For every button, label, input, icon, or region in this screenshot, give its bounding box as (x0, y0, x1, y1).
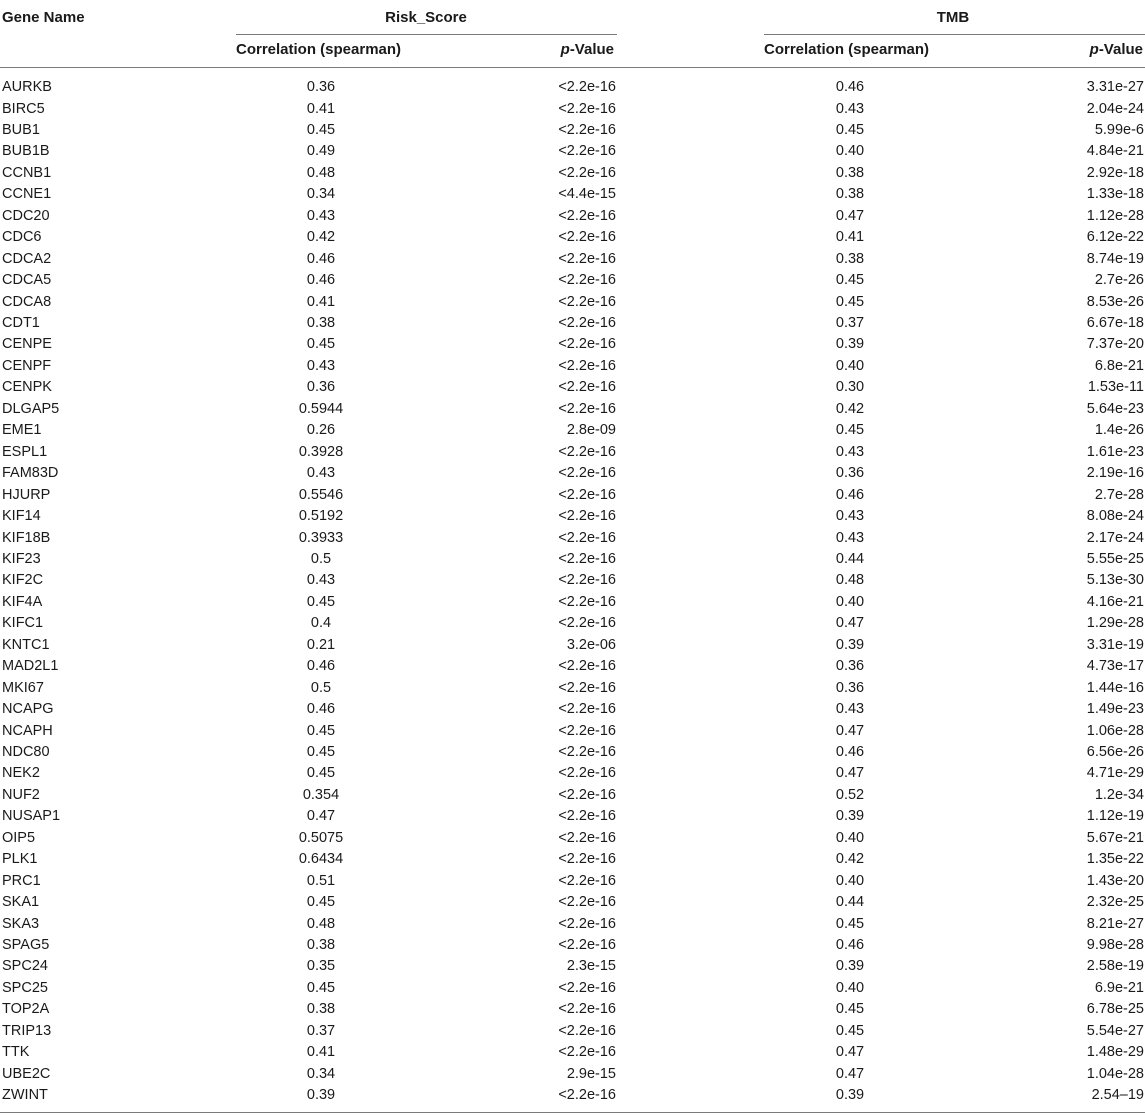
cell-corr-tmb: 0.45 (835, 1022, 865, 1039)
cell-pvalue-risk: <2.2e-16 (558, 121, 616, 138)
cell-corr-risk: 0.5192 (298, 508, 344, 524)
cell-pvalue-tmb: 1.49e-23 (1086, 701, 1144, 717)
cell-gene: NCAPG (2, 701, 54, 717)
header-correlation-2: Correlation (spearman) (764, 41, 930, 58)
cell-gene: KIFC1 (2, 615, 44, 632)
cell-corr-tmb: 0.36 (835, 679, 865, 696)
cell-corr-tmb: 0.52 (835, 786, 865, 803)
cell-corr-tmb: 0.40 (835, 143, 865, 160)
cell-pvalue-risk: <2.2e-16 (558, 765, 616, 782)
cell-corr-risk: 0.45 (306, 894, 336, 911)
cell-corr-tmb: 0.47 (835, 1044, 865, 1061)
cell-corr-risk: 0.21 (306, 636, 336, 653)
cell-pvalue-risk: <2.2e-16 (558, 1044, 616, 1061)
cell-gene: CDC20 (2, 207, 50, 224)
cell-corr-tmb: 0.40 (835, 872, 865, 889)
cell-corr-tmb: 0.47 (835, 615, 865, 632)
cell-pvalue-risk: <2.2e-16 (558, 250, 616, 267)
cell-pvalue-tmb: 6.9e-21 (1094, 979, 1144, 996)
cell-corr-tmb: 0.45 (835, 915, 865, 932)
cell-gene: AURKB (2, 79, 52, 95)
cell-pvalue-tmb: 2.04e-24 (1086, 100, 1144, 117)
cell-pvalue-tmb: 2.54–19 (1091, 1087, 1144, 1104)
cell-pvalue-risk: <2.2e-16 (558, 937, 616, 953)
cell-pvalue-tmb: 6.56e-26 (1086, 743, 1144, 760)
cell-gene: NEK2 (2, 765, 40, 782)
cell-pvalue-tmb: 1.48e-29 (1086, 1044, 1144, 1061)
cell-pvalue-tmb: 1.61e-23 (1086, 443, 1144, 460)
cell-pvalue-tmb: 2.19e-16 (1086, 465, 1144, 482)
cell-corr-risk: 0.46 (306, 272, 336, 288)
cell-pvalue-tmb: 5.64e-23 (1086, 400, 1144, 417)
cell-corr-tmb: 0.47 (835, 765, 865, 782)
cell-pvalue-risk: <2.2e-16 (558, 143, 616, 160)
cell-gene: SPC24 (2, 958, 48, 975)
cell-pvalue-risk: <2.2e-16 (558, 572, 616, 589)
cell-corr-tmb: 0.41 (835, 229, 865, 246)
cell-corr-tmb: 0.39 (835, 958, 865, 975)
cell-gene: KIF4A (2, 593, 43, 610)
cell-pvalue-tmb: 1.04e-28 (1086, 1065, 1144, 1082)
cell-gene: HJURP (2, 486, 51, 503)
cell-corr-risk: 0.38 (306, 937, 336, 953)
cell-pvalue-risk: <2.2e-16 (558, 207, 616, 224)
cell-corr-risk: 0.45 (306, 593, 336, 610)
cell-corr-tmb: 0.40 (835, 829, 865, 846)
cell-gene: KIF18B (2, 529, 51, 546)
cell-corr-risk: 0.46 (306, 658, 336, 675)
cell-corr-risk: 0.45 (306, 336, 336, 353)
cell-corr-tmb: 0.38 (835, 164, 865, 181)
cell-corr-risk: 0.45 (306, 979, 336, 996)
cell-pvalue-risk: <2.2e-16 (558, 851, 616, 868)
cell-pvalue-tmb: 3.31e-27 (1086, 79, 1144, 95)
cell-gene: PRC1 (2, 872, 41, 889)
cell-pvalue-risk: <2.2e-16 (558, 1022, 616, 1039)
cell-pvalue-tmb: 2.92e-18 (1086, 164, 1144, 181)
cell-pvalue-tmb: 2.58e-19 (1086, 958, 1144, 975)
header-bottom-rule (0, 67, 1145, 68)
cell-corr-tmb: 0.47 (835, 722, 865, 739)
cell-pvalue-tmb: 8.74e-19 (1086, 250, 1144, 267)
cell-corr-risk: 0.34 (306, 186, 336, 203)
cell-pvalue-tmb: 1.12e-28 (1086, 207, 1144, 224)
cell-gene: MAD2L1 (2, 658, 59, 675)
cell-pvalue-tmb: 1.12e-19 (1086, 808, 1144, 825)
cell-corr-tmb: 0.44 (835, 894, 865, 911)
cell-gene: NCAPH (2, 722, 53, 739)
header-risk-score: Risk_Score (385, 9, 467, 26)
cell-corr-tmb: 0.36 (835, 658, 865, 675)
cell-pvalue-risk: <2.2e-16 (558, 1087, 616, 1104)
cell-gene: CDCA5 (2, 272, 52, 288)
cell-pvalue-risk: <2.2e-16 (558, 486, 616, 503)
cell-pvalue-risk: <2.2e-16 (558, 400, 616, 417)
group-rule-tmb (764, 34, 1145, 35)
cell-pvalue-tmb: 1.44e-16 (1086, 679, 1144, 696)
cell-corr-risk: 0.45 (306, 722, 336, 739)
cell-corr-risk: 0.5 (310, 550, 332, 567)
cell-corr-risk: 0.49 (306, 143, 336, 160)
cell-gene: OIP5 (2, 829, 36, 846)
cell-corr-tmb: 0.43 (835, 701, 865, 717)
header-correlation-1: Correlation (spearman) (236, 41, 402, 58)
cell-pvalue-risk: <2.2e-16 (558, 593, 616, 610)
cell-pvalue-risk: <2.2e-16 (558, 615, 616, 632)
cell-pvalue-tmb: 4.16e-21 (1086, 593, 1144, 610)
header-pvalue-2 (1090, 41, 1143, 58)
cell-corr-risk: 0.37 (306, 1022, 336, 1039)
cell-corr-tmb: 0.39 (835, 1087, 865, 1104)
cell-pvalue-tmb: 4.71e-29 (1086, 765, 1144, 782)
table-bottom-rule (0, 1112, 1145, 1113)
cell-pvalue-risk: <2.2e-16 (558, 465, 616, 482)
cell-pvalue-tmb: 2.7e-26 (1094, 272, 1144, 288)
cell-gene: BUB1 (2, 121, 40, 138)
cell-pvalue-risk: <2.2e-16 (558, 658, 616, 675)
cell-corr-tmb: 0.40 (835, 593, 865, 610)
cell-pvalue-risk: <2.2e-16 (558, 550, 616, 567)
cell-gene: ZWINT (2, 1087, 48, 1104)
cell-corr-risk: 0.43 (306, 207, 336, 224)
cell-pvalue-tmb: 5.54e-27 (1086, 1022, 1144, 1039)
cell-corr-risk: 0.45 (306, 121, 336, 138)
cell-pvalue-tmb: 1.43e-20 (1086, 872, 1144, 889)
cell-pvalue-tmb: 5.55e-25 (1086, 550, 1144, 567)
cell-gene: SPAG5 (2, 937, 50, 953)
cell-pvalue-risk: <2.2e-16 (558, 915, 616, 932)
p-suffix: -Value (569, 41, 614, 58)
cell-pvalue-tmb: 5.99e-6 (1094, 121, 1144, 138)
cell-gene: KIF23 (2, 550, 41, 567)
cell-pvalue-risk: <2.2e-16 (558, 722, 616, 739)
cell-corr-tmb: 0.44 (835, 550, 865, 567)
cell-corr-risk: 0.5944 (298, 400, 344, 417)
cell-pvalue-risk: <2.2e-16 (558, 357, 616, 374)
cell-corr-tmb: 0.47 (835, 1065, 865, 1082)
cell-pvalue-tmb: 1.2e-34 (1094, 786, 1144, 803)
p-italic: p (1089, 41, 1099, 58)
cell-gene: SKA3 (2, 915, 40, 932)
cell-pvalue-risk: <2.2e-16 (558, 701, 616, 717)
cell-corr-risk: 0.5 (310, 679, 332, 696)
cell-pvalue-risk: <2.2e-16 (558, 829, 616, 846)
cell-pvalue-tmb: 5.67e-21 (1086, 829, 1144, 846)
cell-corr-tmb: 0.42 (835, 400, 865, 417)
cell-corr-tmb: 0.40 (835, 357, 865, 374)
cell-pvalue-risk: <2.2e-16 (558, 894, 616, 911)
cell-corr-risk: 0.26 (306, 422, 336, 439)
cell-gene: BUB1B (2, 143, 50, 160)
cell-pvalue-tmb: 2.32e-25 (1086, 894, 1144, 911)
cell-corr-tmb: 0.48 (835, 572, 865, 589)
cell-pvalue-tmb: 1.4e-26 (1094, 422, 1144, 439)
cell-corr-risk: 0.5546 (298, 486, 344, 503)
cell-pvalue-tmb: 2.7e-28 (1094, 486, 1144, 503)
cell-corr-risk: 0.45 (306, 743, 336, 760)
cell-gene: NUSAP1 (2, 808, 61, 825)
cell-pvalue-risk: <2.2e-16 (558, 1001, 616, 1018)
cell-corr-risk: 0.5075 (298, 829, 344, 846)
cell-corr-tmb: 0.47 (835, 207, 865, 224)
cell-corr-risk: 0.39 (306, 1087, 336, 1104)
cell-pvalue-risk: <2.2e-16 (558, 679, 616, 696)
cell-pvalue-risk: <2.2e-16 (558, 529, 616, 546)
cell-gene: TTK (2, 1044, 30, 1061)
cell-pvalue-tmb: 6.12e-22 (1086, 229, 1144, 246)
cell-corr-tmb: 0.38 (835, 186, 865, 203)
cell-gene: BIRC5 (2, 100, 45, 117)
cell-gene: TRIP13 (2, 1022, 52, 1039)
cell-pvalue-tmb: 7.37e-20 (1086, 336, 1144, 353)
cell-pvalue-risk: <4.4e-15 (558, 186, 616, 203)
cell-gene: CDT1 (2, 314, 40, 331)
cell-gene: CENPK (2, 379, 52, 396)
cell-corr-risk: 0.41 (306, 1044, 336, 1061)
cell-corr-risk: 0.36 (306, 379, 336, 396)
cell-gene: CENPE (2, 336, 52, 353)
cell-corr-risk: 0.45 (306, 765, 336, 782)
cell-corr-tmb: 0.37 (835, 314, 865, 331)
cell-corr-risk: 0.35 (306, 958, 336, 975)
cell-corr-tmb: 0.46 (835, 486, 865, 503)
cell-corr-risk: 0.354 (302, 786, 340, 803)
cell-pvalue-risk: <2.2e-16 (558, 229, 616, 246)
header-gene-name: Gene Name (2, 9, 85, 26)
cell-corr-risk: 0.6434 (298, 851, 344, 868)
cell-pvalue-risk: <2.2e-16 (558, 79, 616, 95)
cell-corr-tmb: 0.39 (835, 808, 865, 825)
cell-pvalue-tmb: 9.98e-28 (1086, 937, 1144, 953)
cell-gene: SKA1 (2, 894, 40, 911)
cell-pvalue-tmb: 2.17e-24 (1086, 529, 1144, 546)
cell-corr-tmb: 0.38 (835, 250, 865, 267)
cell-gene: CDCA2 (2, 250, 52, 267)
cell-pvalue-risk: <2.2e-16 (558, 164, 616, 181)
cell-gene: ESPL1 (2, 443, 48, 460)
cell-pvalue-tmb: 1.29e-28 (1086, 615, 1144, 632)
cell-corr-tmb: 0.45 (835, 1001, 865, 1018)
cell-corr-risk: 0.48 (306, 164, 336, 181)
cell-pvalue-risk: <2.2e-16 (558, 443, 616, 460)
cell-pvalue-tmb: 5.13e-30 (1086, 572, 1144, 589)
cell-corr-risk: 0.3933 (298, 529, 344, 546)
cell-gene: KNTC1 (2, 636, 50, 653)
cell-pvalue-tmb: 4.73e-17 (1086, 658, 1144, 675)
cell-pvalue-tmb: 1.33e-18 (1086, 186, 1144, 203)
cell-pvalue-risk: <2.2e-16 (558, 336, 616, 353)
cell-corr-risk: 0.42 (306, 229, 336, 246)
cell-pvalue-risk: <2.2e-16 (558, 872, 616, 889)
cell-corr-risk: 0.3928 (298, 443, 344, 460)
cell-pvalue-risk: <2.2e-16 (558, 508, 616, 524)
cell-pvalue-risk: <2.2e-16 (558, 979, 616, 996)
cell-gene: NDC80 (2, 743, 50, 760)
cell-corr-tmb: 0.43 (835, 443, 865, 460)
cell-pvalue-risk: <2.2e-16 (558, 379, 616, 396)
cell-corr-tmb: 0.42 (835, 851, 865, 868)
cell-corr-tmb: 0.43 (835, 100, 865, 117)
cell-pvalue-risk: <2.2e-16 (558, 743, 616, 760)
cell-gene: CCNE1 (2, 186, 52, 203)
cell-pvalue-risk: 2.8e-09 (566, 422, 616, 439)
cell-gene: SPC25 (2, 979, 48, 996)
cell-pvalue-tmb: 6.8e-21 (1094, 357, 1144, 374)
p-italic: p (560, 41, 570, 58)
cell-pvalue-risk: 2.9e-15 (566, 1065, 616, 1082)
header-pvalue-1 (561, 41, 614, 58)
cell-corr-tmb: 0.39 (835, 636, 865, 653)
cell-corr-tmb: 0.45 (835, 422, 865, 439)
cell-corr-tmb: 0.30 (835, 379, 865, 396)
cell-gene: NUF2 (2, 786, 40, 803)
cell-gene: CDCA8 (2, 293, 52, 310)
cell-pvalue-tmb: 3.31e-19 (1086, 636, 1144, 653)
cell-pvalue-tmb: 6.78e-25 (1086, 1001, 1144, 1018)
cell-pvalue-tmb: 8.08e-24 (1086, 508, 1144, 524)
cell-gene: EME1 (2, 422, 42, 439)
cell-pvalue-tmb: 6.67e-18 (1086, 314, 1144, 331)
p-suffix: -Value (1098, 41, 1143, 58)
cell-corr-risk: 0.51 (306, 872, 336, 889)
cell-gene: KIF2C (2, 572, 44, 589)
cell-pvalue-tmb: 1.35e-22 (1086, 851, 1144, 868)
cell-corr-risk: 0.46 (306, 701, 336, 717)
cell-pvalue-risk: 2.3e-15 (566, 958, 616, 975)
cell-corr-tmb: 0.45 (835, 293, 865, 310)
cell-corr-risk: 0.34 (306, 1065, 336, 1082)
group-rule-risk-score (236, 34, 617, 35)
cell-corr-tmb: 0.46 (835, 79, 865, 95)
cell-gene: FAM83D (2, 465, 59, 482)
cell-pvalue-risk: <2.2e-16 (558, 272, 616, 288)
cell-corr-tmb: 0.45 (835, 121, 865, 138)
cell-corr-risk: 0.38 (306, 314, 336, 331)
cell-gene: UBE2C (2, 1065, 51, 1082)
cell-pvalue-tmb: 8.21e-27 (1086, 915, 1144, 932)
cell-corr-tmb: 0.40 (835, 979, 865, 996)
cell-pvalue-risk: <2.2e-16 (558, 314, 616, 331)
cell-corr-tmb: 0.43 (835, 508, 865, 524)
cell-pvalue-tmb: 1.53e-11 (1087, 379, 1144, 396)
cell-corr-risk: 0.46 (306, 250, 336, 267)
cell-corr-tmb: 0.36 (835, 465, 865, 482)
cell-pvalue-risk: <2.2e-16 (558, 100, 616, 117)
cell-pvalue-risk: <2.2e-16 (558, 293, 616, 310)
cell-corr-risk: 0.41 (306, 100, 336, 117)
cell-corr-risk: 0.38 (306, 1001, 336, 1018)
cell-corr-tmb: 0.45 (835, 272, 865, 288)
cell-corr-tmb: 0.43 (835, 529, 865, 546)
cell-gene: TOP2A (2, 1001, 50, 1018)
cell-corr-risk: 0.48 (306, 915, 336, 932)
cell-pvalue-tmb: 8.53e-26 (1086, 293, 1144, 310)
cell-corr-tmb: 0.46 (835, 743, 865, 760)
cell-pvalue-risk: <2.2e-16 (558, 808, 616, 825)
cell-corr-tmb: 0.39 (835, 336, 865, 353)
cell-gene: CCNB1 (2, 164, 52, 181)
cell-gene: DLGAP5 (2, 400, 60, 417)
cell-corr-risk: 0.4 (310, 615, 332, 632)
cell-corr-risk: 0.43 (306, 357, 336, 374)
cell-gene: CENPF (2, 357, 52, 374)
cell-pvalue-risk: <2.2e-16 (558, 786, 616, 803)
cell-gene: KIF14 (2, 508, 41, 524)
cell-gene: CDC6 (2, 229, 42, 246)
cell-gene: PLK1 (2, 851, 38, 868)
cell-corr-risk: 0.47 (306, 808, 336, 825)
cell-pvalue-tmb: 1.06e-28 (1086, 722, 1144, 739)
header-tmb: TMB (936, 9, 970, 26)
cell-gene: MKI67 (2, 679, 44, 696)
cell-corr-risk: 0.36 (306, 79, 336, 95)
cell-pvalue-risk: 3.2e-06 (566, 636, 616, 653)
cell-corr-risk: 0.43 (306, 572, 336, 589)
cell-corr-tmb: 0.46 (835, 937, 865, 953)
cell-corr-risk: 0.43 (306, 465, 336, 482)
cell-pvalue-tmb: 4.84e-21 (1086, 143, 1144, 160)
cell-corr-risk: 0.41 (306, 293, 336, 310)
